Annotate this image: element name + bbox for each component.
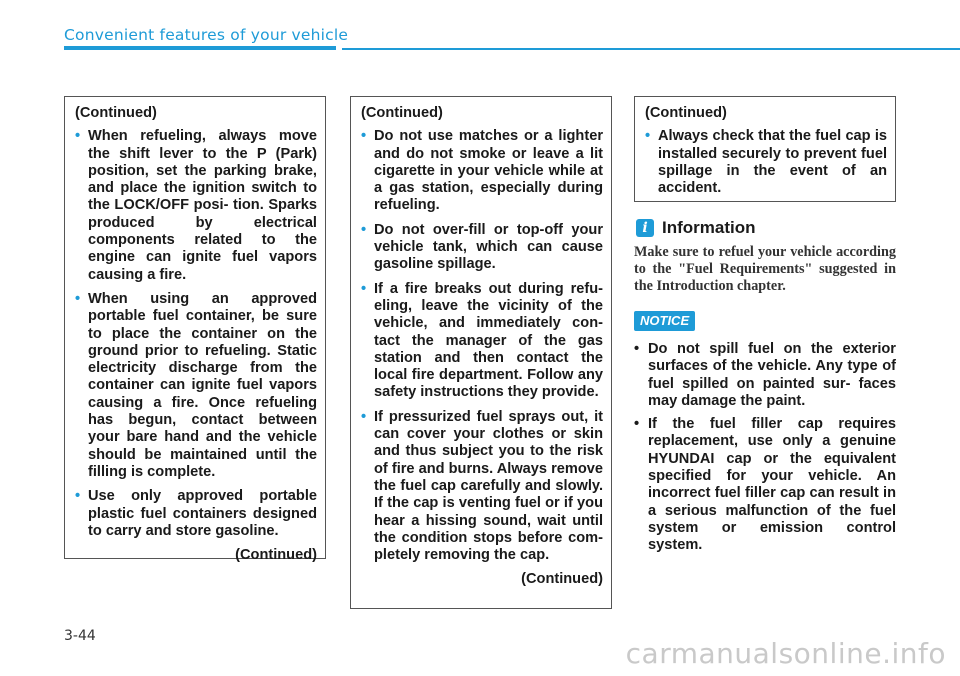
section-title: Convenient features of your vehicle (64, 26, 349, 44)
watermark: carmanualsonline.info (625, 637, 946, 670)
page-number: 3-44 (64, 628, 96, 644)
continued-label: (Continued) (521, 571, 603, 588)
bullet-icon: • (75, 488, 81, 505)
notice-list (634, 341, 896, 561)
bullet-icon: • (75, 128, 81, 145)
bullet-icon: • (361, 221, 367, 238)
header-rule-accent (64, 46, 336, 50)
bullet-icon: • (645, 128, 651, 145)
list-item: • When refueling, always move the shift lever to the P (Park) position, set the parking brake, and place the ignition switch to the LOCK/OFF posi- tion. Sparks produced by electrical components related to the engine can ignite fuel vapors causing a fire. (75, 128, 317, 283)
bullet-icon: • (634, 341, 640, 357)
info-icon: i (636, 219, 654, 237)
continued-label: (Continued) (361, 105, 443, 121)
list-item: • If a fire breaks out during refu- eling, leave the vicinity of the vehicle, and immediately con- tact the manager of the gas station and then contact the local fire department. Follow any safety instructions they provide. (361, 280, 603, 401)
bullet-icon: • (634, 416, 640, 433)
list-item: • Do not spill fuel on the exterior surfaces of the vehicle. Any type of fuel spilled on painted sur- faces may damage the paint. (634, 341, 896, 409)
list-item: • When using an approved portable fuel container, be sure to place the container on the ground prior to refueling. Static electricity discharge from the container can ignite fuel vapors causing a fire. Once refueling has begun, contact between your bare hand and the vehicle should be maintained until the filling is complete. (75, 290, 317, 480)
warning-list (361, 128, 603, 564)
header-rule (342, 48, 960, 50)
list-item: • Do not use matches or a lighter and do not smoke or leave a lit cigarette in your vehicle while at a gas station, especially during refueling. (361, 128, 603, 214)
information-heading (636, 218, 756, 238)
continued-label: (Continued) (235, 547, 317, 564)
list-item: • Use only approved portable plastic fuel containers designed to carry and store gasoline. (75, 488, 317, 539)
notice-badge: NOTICE (634, 311, 695, 331)
bullet-icon: • (361, 128, 367, 145)
warning-box-col1 (64, 96, 326, 564)
bullet-icon: • (361, 408, 367, 425)
list-item: • Always check that the fuel cap is installed securely to prevent fuel spillage in the event of an accident. (645, 128, 887, 197)
warning-list (645, 128, 887, 197)
warning-box-col2 (350, 96, 612, 609)
list-item: • If the fuel filler cap requires replacement, use only a genuine HYUNDAI cap or the equivalent specified for your vehicle. An incorrect fuel filler cap can result in a serious malfunction of the fuel system or emission control system. (634, 416, 896, 554)
warning-box-col3 (634, 96, 896, 202)
continued-label: (Continued) (75, 105, 157, 121)
information-title: Information (662, 218, 756, 237)
information-text: Make sure to refuel your vehicle according to the "Fuel Requirements" suggested in the Introduction chapter. (634, 244, 896, 294)
bullet-icon: • (75, 290, 81, 307)
continued-label: (Continued) (645, 105, 727, 121)
list-item: • If pressurized fuel sprays out, it can cover your clothes or skin and thus subject you to the risk of fire and burns. Always remove the fuel cap carefully and slowly. If the cap is venting fuel or if you hear a hissing sound, wait until the condition stops before com- pletely removing the cap. (361, 408, 603, 564)
list-item: • Do not over-fill or top-off your vehicle tank, which can cause gasoline spillage. (361, 221, 603, 273)
bullet-icon: • (361, 280, 367, 297)
warning-list (75, 128, 317, 540)
